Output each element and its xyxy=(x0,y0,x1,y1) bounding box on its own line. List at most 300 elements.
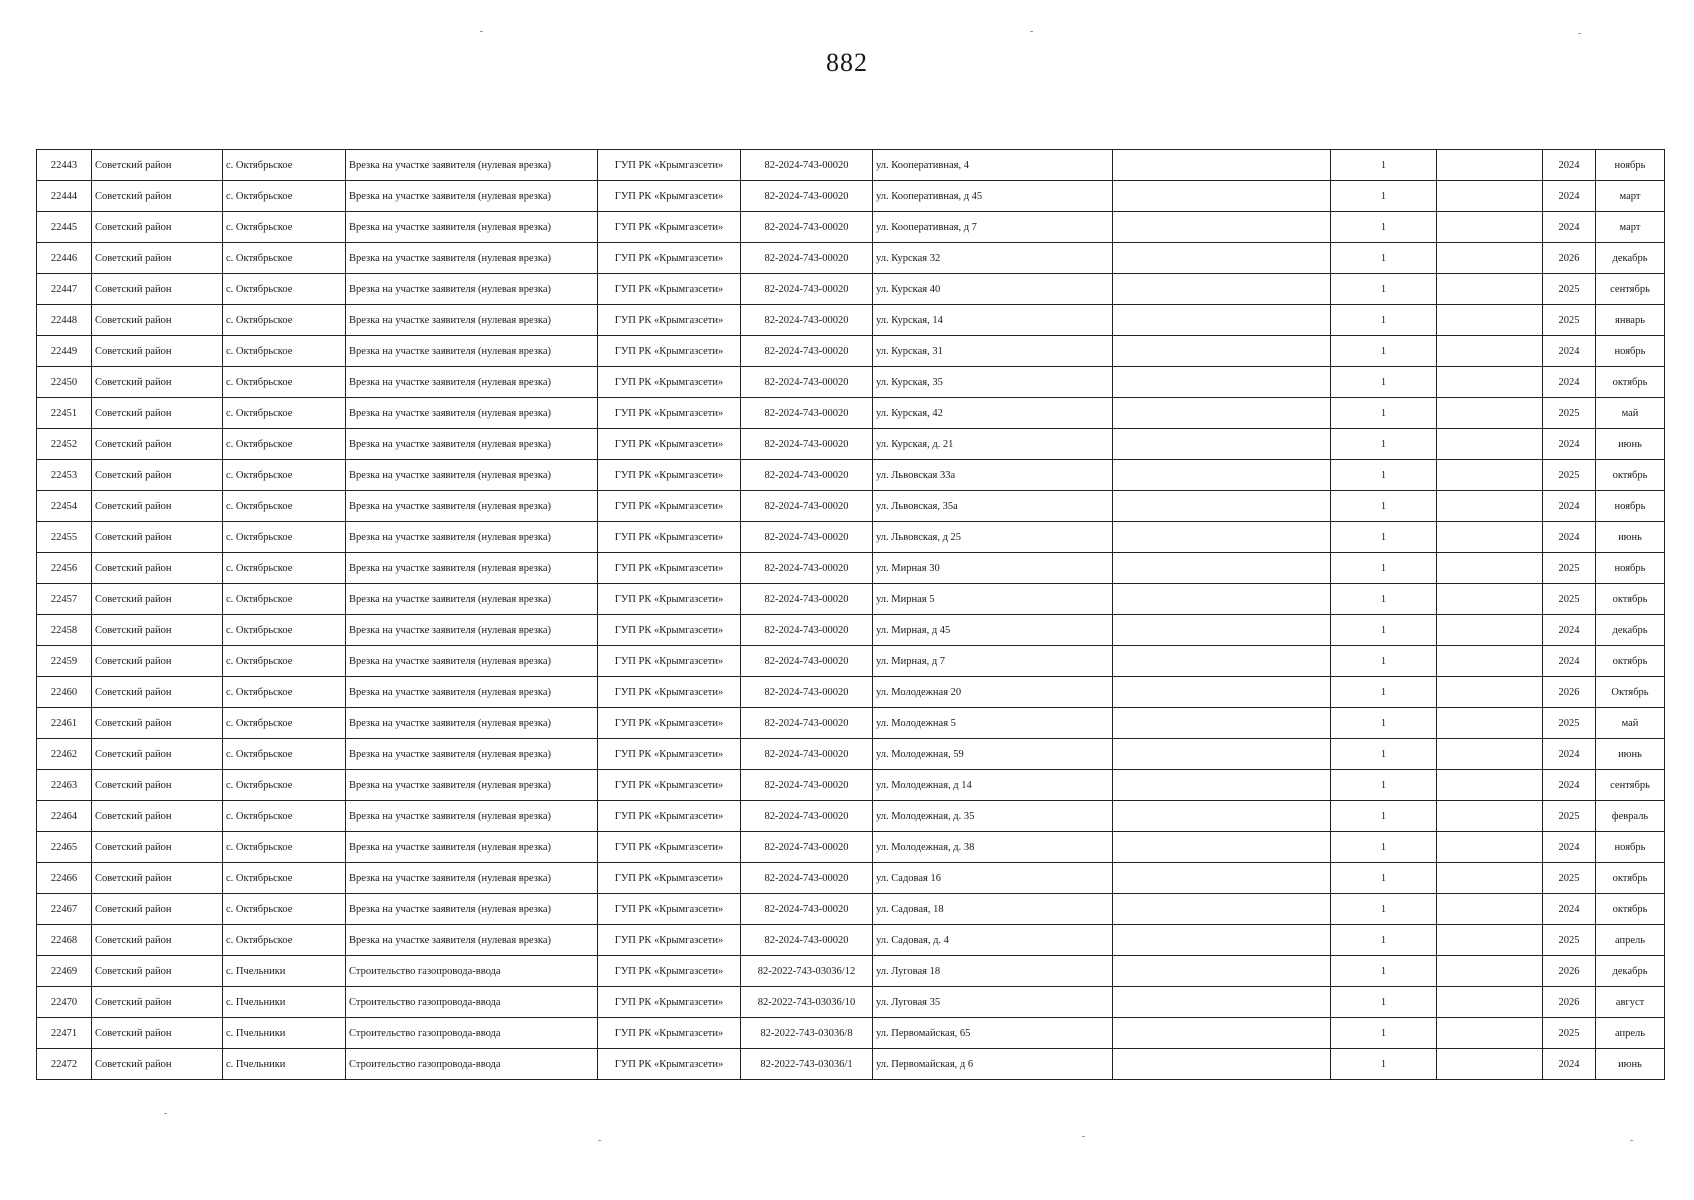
settlement-cell: с. Октябрьское xyxy=(223,770,346,801)
month-cell: ноябрь xyxy=(1596,150,1665,181)
year-cell: 2024 xyxy=(1543,367,1596,398)
address-cell: ул. Курская, 14 xyxy=(873,305,1113,336)
settlement-cell: с. Октябрьское xyxy=(223,863,346,894)
address-cell: ул. Курская, 35 xyxy=(873,367,1113,398)
code-cell: 82-2024-743-00020 xyxy=(741,770,873,801)
district-cell: Советский район xyxy=(92,274,223,305)
month-cell: март xyxy=(1596,212,1665,243)
table-row xyxy=(37,274,1665,305)
empty-cell xyxy=(1113,491,1331,522)
work-type-cell: Строительство газопровода-ввода xyxy=(346,987,598,1018)
empty-cell xyxy=(1437,150,1543,181)
settlement-cell: с. Октябрьское xyxy=(223,460,346,491)
work-type-cell: Врезка на участке заявителя (нулевая врезка) xyxy=(346,336,598,367)
settlement-cell: с. Пчельники xyxy=(223,956,346,987)
empty-cell xyxy=(1113,243,1331,274)
month-cell: ноябрь xyxy=(1596,491,1665,522)
code-cell: 82-2024-743-00020 xyxy=(741,274,873,305)
district-cell: Советский район xyxy=(92,770,223,801)
code-cell: 82-2024-743-00020 xyxy=(741,243,873,274)
empty-cell xyxy=(1113,863,1331,894)
row-number-cell: 22462 xyxy=(37,739,92,770)
year-cell: 2024 xyxy=(1543,832,1596,863)
table-row xyxy=(37,832,1665,863)
settlement-cell: с. Октябрьское xyxy=(223,708,346,739)
work-type-cell: Врезка на участке заявителя (нулевая врезка) xyxy=(346,584,598,615)
organization-cell: ГУП РК «Крымгазсети» xyxy=(598,274,741,305)
table-row xyxy=(37,863,1665,894)
table-row xyxy=(37,336,1665,367)
code-cell: 82-2024-743-00020 xyxy=(741,491,873,522)
address-cell: ул. Мирная, д 7 xyxy=(873,646,1113,677)
work-type-cell: Врезка на участке заявителя (нулевая врезка) xyxy=(346,553,598,584)
table-row xyxy=(37,460,1665,491)
quantity-cell: 1 xyxy=(1331,925,1437,956)
address-cell: ул. Молодежная 20 xyxy=(873,677,1113,708)
table-row xyxy=(37,150,1665,181)
district-cell: Советский район xyxy=(92,987,223,1018)
row-number-cell: 22453 xyxy=(37,460,92,491)
row-number-cell: 22472 xyxy=(37,1049,92,1080)
empty-cell xyxy=(1437,863,1543,894)
empty-cell xyxy=(1437,1049,1543,1080)
row-number-cell: 22455 xyxy=(37,522,92,553)
empty-cell xyxy=(1113,646,1331,677)
month-cell: сентябрь xyxy=(1596,770,1665,801)
year-cell: 2025 xyxy=(1543,553,1596,584)
scan-speck xyxy=(480,31,483,32)
district-cell: Советский район xyxy=(92,181,223,212)
empty-cell xyxy=(1113,150,1331,181)
row-number-cell: 22467 xyxy=(37,894,92,925)
work-type-cell: Врезка на участке заявителя (нулевая врезка) xyxy=(346,832,598,863)
address-cell: ул. Молодежная, д. 38 xyxy=(873,832,1113,863)
empty-cell xyxy=(1113,1049,1331,1080)
year-cell: 2025 xyxy=(1543,1018,1596,1049)
code-cell: 82-2024-743-00020 xyxy=(741,305,873,336)
work-type-cell: Врезка на участке заявителя (нулевая врезка) xyxy=(346,491,598,522)
year-cell: 2025 xyxy=(1543,801,1596,832)
organization-cell: ГУП РК «Крымгазсети» xyxy=(598,243,741,274)
empty-cell xyxy=(1113,987,1331,1018)
quantity-cell: 1 xyxy=(1331,398,1437,429)
district-cell: Советский район xyxy=(92,243,223,274)
empty-cell xyxy=(1437,553,1543,584)
empty-cell xyxy=(1113,522,1331,553)
organization-cell: ГУП РК «Крымгазсети» xyxy=(598,491,741,522)
year-cell: 2024 xyxy=(1543,150,1596,181)
code-cell: 82-2024-743-00020 xyxy=(741,708,873,739)
empty-cell xyxy=(1113,367,1331,398)
quantity-cell: 1 xyxy=(1331,863,1437,894)
work-type-cell: Врезка на участке заявителя (нулевая врезка) xyxy=(346,615,598,646)
work-type-cell: Врезка на участке заявителя (нулевая врезка) xyxy=(346,801,598,832)
settlement-cell: с. Октябрьское xyxy=(223,212,346,243)
settlement-cell: с. Октябрьское xyxy=(223,305,346,336)
empty-cell xyxy=(1437,925,1543,956)
empty-cell xyxy=(1113,305,1331,336)
settlement-cell: с. Пчельники xyxy=(223,1018,346,1049)
empty-cell xyxy=(1113,1018,1331,1049)
settlement-cell: с. Пчельники xyxy=(223,987,346,1018)
scan-speck xyxy=(1630,1140,1633,1141)
settlement-cell: с. Октябрьское xyxy=(223,243,346,274)
year-cell: 2025 xyxy=(1543,863,1596,894)
table-row xyxy=(37,212,1665,243)
table-row xyxy=(37,1018,1665,1049)
code-cell: 82-2024-743-00020 xyxy=(741,336,873,367)
work-type-cell: Строительство газопровода-ввода xyxy=(346,956,598,987)
organization-cell: ГУП РК «Крымгазсети» xyxy=(598,956,741,987)
table-row xyxy=(37,801,1665,832)
work-type-cell: Врезка на участке заявителя (нулевая врезка) xyxy=(346,460,598,491)
organization-cell: ГУП РК «Крымгазсети» xyxy=(598,305,741,336)
code-cell: 82-2024-743-00020 xyxy=(741,181,873,212)
empty-cell xyxy=(1113,894,1331,925)
settlement-cell: с. Пчельники xyxy=(223,1049,346,1080)
empty-cell xyxy=(1437,274,1543,305)
code-cell: 82-2022-743-03036/12 xyxy=(741,956,873,987)
code-cell: 82-2022-743-03036/8 xyxy=(741,1018,873,1049)
work-type-cell: Врезка на участке заявителя (нулевая врезка) xyxy=(346,398,598,429)
organization-cell: ГУП РК «Крымгазсети» xyxy=(598,336,741,367)
settlement-cell: с. Октябрьское xyxy=(223,894,346,925)
code-cell: 82-2024-743-00020 xyxy=(741,801,873,832)
row-number-cell: 22450 xyxy=(37,367,92,398)
district-cell: Советский район xyxy=(92,1018,223,1049)
row-number-cell: 22464 xyxy=(37,801,92,832)
settlement-cell: с. Октябрьское xyxy=(223,398,346,429)
year-cell: 2025 xyxy=(1543,274,1596,305)
code-cell: 82-2024-743-00020 xyxy=(741,863,873,894)
quantity-cell: 1 xyxy=(1331,739,1437,770)
quantity-cell: 1 xyxy=(1331,553,1437,584)
organization-cell: ГУП РК «Крымгазсети» xyxy=(598,863,741,894)
scan-speck xyxy=(1082,1136,1085,1137)
table-row xyxy=(37,305,1665,336)
month-cell: август xyxy=(1596,987,1665,1018)
empty-cell xyxy=(1113,925,1331,956)
quantity-cell: 1 xyxy=(1331,181,1437,212)
address-cell: ул. Курская, 42 xyxy=(873,398,1113,429)
district-cell: Советский район xyxy=(92,646,223,677)
empty-cell xyxy=(1113,832,1331,863)
quantity-cell: 1 xyxy=(1331,987,1437,1018)
year-cell: 2024 xyxy=(1543,212,1596,243)
table-row xyxy=(37,987,1665,1018)
row-number-cell: 22444 xyxy=(37,181,92,212)
scan-speck xyxy=(598,1140,601,1141)
district-cell: Советский район xyxy=(92,801,223,832)
empty-cell xyxy=(1437,894,1543,925)
month-cell: январь xyxy=(1596,305,1665,336)
month-cell: июнь xyxy=(1596,522,1665,553)
empty-cell xyxy=(1437,1018,1543,1049)
empty-cell xyxy=(1437,491,1543,522)
work-type-cell: Врезка на участке заявителя (нулевая врезка) xyxy=(346,522,598,553)
quantity-cell: 1 xyxy=(1331,491,1437,522)
row-number-cell: 22454 xyxy=(37,491,92,522)
table-row xyxy=(37,956,1665,987)
row-number-cell: 22471 xyxy=(37,1018,92,1049)
row-number-cell: 22452 xyxy=(37,429,92,460)
empty-cell xyxy=(1437,460,1543,491)
address-cell: ул. Мирная 30 xyxy=(873,553,1113,584)
settlement-cell: с. Октябрьское xyxy=(223,522,346,553)
settlement-cell: с. Октябрьское xyxy=(223,491,346,522)
settlement-cell: с. Октябрьское xyxy=(223,677,346,708)
empty-cell xyxy=(1437,367,1543,398)
month-cell: ноябрь xyxy=(1596,832,1665,863)
district-cell: Советский район xyxy=(92,522,223,553)
code-cell: 82-2024-743-00020 xyxy=(741,925,873,956)
organization-cell: ГУП РК «Крымгазсети» xyxy=(598,181,741,212)
month-cell: Октябрь xyxy=(1596,677,1665,708)
row-number-cell: 22470 xyxy=(37,987,92,1018)
district-cell: Советский район xyxy=(92,305,223,336)
address-cell: ул. Курская 32 xyxy=(873,243,1113,274)
table-row xyxy=(37,739,1665,770)
month-cell: февраль xyxy=(1596,801,1665,832)
settlement-cell: с. Октябрьское xyxy=(223,367,346,398)
table-row xyxy=(37,367,1665,398)
empty-cell xyxy=(1437,956,1543,987)
row-number-cell: 22458 xyxy=(37,615,92,646)
scan-speck xyxy=(1030,31,1033,32)
organization-cell: ГУП РК «Крымгазсети» xyxy=(598,925,741,956)
address-cell: ул. Луговая 35 xyxy=(873,987,1113,1018)
address-cell: ул. Кооперативная, 4 xyxy=(873,150,1113,181)
quantity-cell: 1 xyxy=(1331,1049,1437,1080)
row-number-cell: 22465 xyxy=(37,832,92,863)
empty-cell xyxy=(1113,615,1331,646)
code-cell: 82-2024-743-00020 xyxy=(741,615,873,646)
district-cell: Советский район xyxy=(92,1049,223,1080)
scan-speck xyxy=(164,1113,167,1114)
organization-cell: ГУП РК «Крымгазсети» xyxy=(598,677,741,708)
month-cell: октябрь xyxy=(1596,460,1665,491)
table-row xyxy=(37,894,1665,925)
district-cell: Советский район xyxy=(92,894,223,925)
address-cell: ул. Луговая 18 xyxy=(873,956,1113,987)
district-cell: Советский район xyxy=(92,863,223,894)
row-number-cell: 22451 xyxy=(37,398,92,429)
settlement-cell: с. Октябрьское xyxy=(223,553,346,584)
organization-cell: ГУП РК «Крымгазсети» xyxy=(598,987,741,1018)
month-cell: декабрь xyxy=(1596,243,1665,274)
year-cell: 2024 xyxy=(1543,739,1596,770)
table-row xyxy=(37,584,1665,615)
code-cell: 82-2024-743-00020 xyxy=(741,646,873,677)
empty-cell xyxy=(1437,801,1543,832)
year-cell: 2024 xyxy=(1543,336,1596,367)
address-cell: ул. Курская, 31 xyxy=(873,336,1113,367)
year-cell: 2025 xyxy=(1543,925,1596,956)
table-row xyxy=(37,243,1665,274)
settlement-cell: с. Октябрьское xyxy=(223,925,346,956)
work-type-cell: Врезка на участке заявителя (нулевая врезка) xyxy=(346,739,598,770)
page-number: 882 xyxy=(826,48,868,77)
district-cell: Советский район xyxy=(92,398,223,429)
work-type-cell: Врезка на участке заявителя (нулевая врезка) xyxy=(346,770,598,801)
empty-cell xyxy=(1437,708,1543,739)
empty-cell xyxy=(1113,398,1331,429)
quantity-cell: 1 xyxy=(1331,708,1437,739)
organization-cell: ГУП РК «Крымгазсети» xyxy=(598,522,741,553)
work-type-cell: Врезка на участке заявителя (нулевая врезка) xyxy=(346,367,598,398)
year-cell: 2024 xyxy=(1543,181,1596,212)
row-number-cell: 22447 xyxy=(37,274,92,305)
settlement-cell: с. Октябрьское xyxy=(223,832,346,863)
row-number-cell: 22443 xyxy=(37,150,92,181)
year-cell: 2024 xyxy=(1543,615,1596,646)
address-cell: ул. Львовская 33а xyxy=(873,460,1113,491)
year-cell: 2026 xyxy=(1543,987,1596,1018)
empty-cell xyxy=(1113,739,1331,770)
quantity-cell: 1 xyxy=(1331,274,1437,305)
row-number-cell: 22461 xyxy=(37,708,92,739)
year-cell: 2026 xyxy=(1543,243,1596,274)
table-row xyxy=(37,925,1665,956)
register-rows xyxy=(37,150,1665,1080)
address-cell: ул. Первомайская, д 6 xyxy=(873,1049,1113,1080)
settlement-cell: с. Октябрьское xyxy=(223,181,346,212)
year-cell: 2025 xyxy=(1543,708,1596,739)
code-cell: 82-2024-743-00020 xyxy=(741,553,873,584)
quantity-cell: 1 xyxy=(1331,305,1437,336)
district-cell: Советский район xyxy=(92,708,223,739)
organization-cell: ГУП РК «Крымгазсети» xyxy=(598,1018,741,1049)
row-number-cell: 22449 xyxy=(37,336,92,367)
district-cell: Советский район xyxy=(92,615,223,646)
row-number-cell: 22457 xyxy=(37,584,92,615)
work-type-cell: Врезка на участке заявителя (нулевая врезка) xyxy=(346,150,598,181)
code-cell: 82-2024-743-00020 xyxy=(741,150,873,181)
address-cell: ул. Садовая, 18 xyxy=(873,894,1113,925)
district-cell: Советский район xyxy=(92,925,223,956)
empty-cell xyxy=(1113,801,1331,832)
organization-cell: ГУП РК «Крымгазсети» xyxy=(598,429,741,460)
empty-cell xyxy=(1437,770,1543,801)
month-cell: июнь xyxy=(1596,1049,1665,1080)
row-number-cell: 22456 xyxy=(37,553,92,584)
address-cell: ул. Молодежная, д. 35 xyxy=(873,801,1113,832)
table-row xyxy=(37,1049,1665,1080)
code-cell: 82-2024-743-00020 xyxy=(741,212,873,243)
empty-cell xyxy=(1113,274,1331,305)
organization-cell: ГУП РК «Крымгазсети» xyxy=(598,770,741,801)
quantity-cell: 1 xyxy=(1331,584,1437,615)
work-type-cell: Врезка на участке заявителя (нулевая врезка) xyxy=(346,708,598,739)
organization-cell: ГУП РК «Крымгазсети» xyxy=(598,150,741,181)
quantity-cell: 1 xyxy=(1331,832,1437,863)
address-cell: ул. Львовская, 35а xyxy=(873,491,1113,522)
organization-cell: ГУП РК «Крымгазсети» xyxy=(598,708,741,739)
empty-cell xyxy=(1113,770,1331,801)
month-cell: октябрь xyxy=(1596,646,1665,677)
district-cell: Советский район xyxy=(92,677,223,708)
empty-cell xyxy=(1437,429,1543,460)
empty-cell xyxy=(1113,429,1331,460)
month-cell: октябрь xyxy=(1596,584,1665,615)
month-cell: октябрь xyxy=(1596,367,1665,398)
empty-cell xyxy=(1437,212,1543,243)
work-type-cell: Врезка на участке заявителя (нулевая врезка) xyxy=(346,677,598,708)
address-cell: ул. Львовская, д 25 xyxy=(873,522,1113,553)
quantity-cell: 1 xyxy=(1331,336,1437,367)
address-cell: ул. Садовая, д. 4 xyxy=(873,925,1113,956)
settlement-cell: с. Октябрьское xyxy=(223,429,346,460)
organization-cell: ГУП РК «Крымгазсети» xyxy=(598,615,741,646)
month-cell: июнь xyxy=(1596,739,1665,770)
quantity-cell: 1 xyxy=(1331,615,1437,646)
row-number-cell: 22466 xyxy=(37,863,92,894)
quantity-cell: 1 xyxy=(1331,429,1437,460)
row-number-cell: 22459 xyxy=(37,646,92,677)
year-cell: 2025 xyxy=(1543,460,1596,491)
district-cell: Советский район xyxy=(92,553,223,584)
row-number-cell: 22446 xyxy=(37,243,92,274)
row-number-cell: 22448 xyxy=(37,305,92,336)
row-number-cell: 22468 xyxy=(37,925,92,956)
empty-cell xyxy=(1113,460,1331,491)
code-cell: 82-2024-743-00020 xyxy=(741,398,873,429)
address-cell: ул. Мирная, д 45 xyxy=(873,615,1113,646)
code-cell: 82-2024-743-00020 xyxy=(741,584,873,615)
month-cell: май xyxy=(1596,708,1665,739)
organization-cell: ГУП РК «Крымгазсети» xyxy=(598,584,741,615)
address-cell: ул. Курская 40 xyxy=(873,274,1113,305)
table-row xyxy=(37,677,1665,708)
district-cell: Советский район xyxy=(92,150,223,181)
district-cell: Советский район xyxy=(92,212,223,243)
month-cell: апрель xyxy=(1596,925,1665,956)
empty-cell xyxy=(1113,956,1331,987)
quantity-cell: 1 xyxy=(1331,367,1437,398)
work-type-cell: Врезка на участке заявителя (нулевая врезка) xyxy=(346,646,598,677)
work-type-cell: Врезка на участке заявителя (нулевая врезка) xyxy=(346,863,598,894)
empty-cell xyxy=(1437,987,1543,1018)
quantity-cell: 1 xyxy=(1331,956,1437,987)
year-cell: 2024 xyxy=(1543,522,1596,553)
empty-cell xyxy=(1437,739,1543,770)
settlement-cell: с. Октябрьское xyxy=(223,801,346,832)
year-cell: 2024 xyxy=(1543,646,1596,677)
empty-cell xyxy=(1113,708,1331,739)
quantity-cell: 1 xyxy=(1331,150,1437,181)
settlement-cell: с. Октябрьское xyxy=(223,336,346,367)
month-cell: май xyxy=(1596,398,1665,429)
table-row xyxy=(37,646,1665,677)
empty-cell xyxy=(1437,305,1543,336)
organization-cell: ГУП РК «Крымгазсети» xyxy=(598,801,741,832)
month-cell: октябрь xyxy=(1596,894,1665,925)
year-cell: 2026 xyxy=(1543,956,1596,987)
district-cell: Советский район xyxy=(92,832,223,863)
address-cell: ул. Садовая 16 xyxy=(873,863,1113,894)
row-number-cell: 22460 xyxy=(37,677,92,708)
year-cell: 2026 xyxy=(1543,677,1596,708)
empty-cell xyxy=(1437,584,1543,615)
year-cell: 2024 xyxy=(1543,770,1596,801)
code-cell: 82-2024-743-00020 xyxy=(741,894,873,925)
settlement-cell: с. Октябрьское xyxy=(223,739,346,770)
address-cell: ул. Кооперативная, д 7 xyxy=(873,212,1113,243)
organization-cell: ГУП РК «Крымгазсети» xyxy=(598,212,741,243)
district-cell: Советский район xyxy=(92,367,223,398)
address-cell: ул. Кооперативная, д 45 xyxy=(873,181,1113,212)
empty-cell xyxy=(1437,181,1543,212)
